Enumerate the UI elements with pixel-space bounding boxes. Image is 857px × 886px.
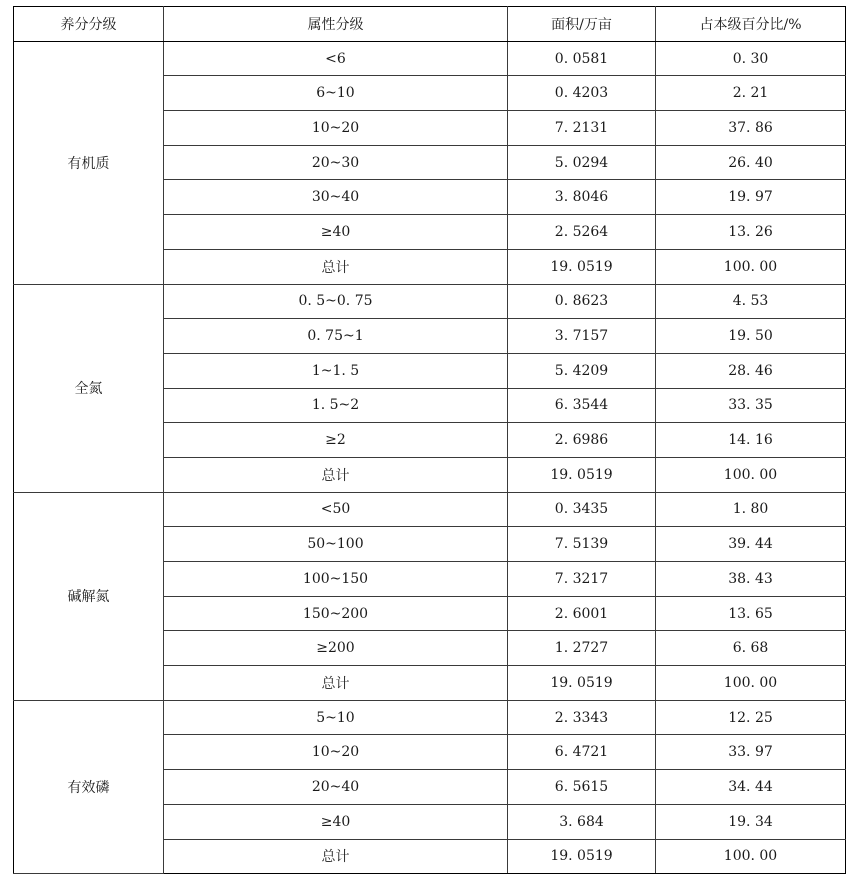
percentage-cell: 100. 00 <box>656 666 846 701</box>
percentage-cell: 14. 16 <box>656 423 846 458</box>
header-area: 面积/万亩 <box>508 7 656 42</box>
percentage-cell: 28. 46 <box>656 353 846 388</box>
attribute-grade-cell: 100~150 <box>164 562 508 597</box>
percentage-cell: 39. 44 <box>656 527 846 562</box>
table-header <box>14 7 846 42</box>
percentage-cell: 19. 50 <box>656 319 846 354</box>
table-row <box>14 700 846 735</box>
attribute-grade-cell: <6 <box>164 41 508 76</box>
table-row <box>14 284 846 319</box>
percentage-cell: 4. 53 <box>656 284 846 319</box>
area-cell: 6. 5615 <box>508 770 656 805</box>
attribute-grade-cell: 1. 5~2 <box>164 388 508 423</box>
area-cell: 7. 5139 <box>508 527 656 562</box>
attribute-grade-cell: 150~200 <box>164 596 508 631</box>
percentage-cell: 19. 97 <box>656 180 846 215</box>
percentage-cell: 33. 97 <box>656 735 846 770</box>
area-cell: 19. 0519 <box>508 249 656 284</box>
attribute-grade-cell: 20~30 <box>164 145 508 180</box>
attribute-grade-cell: 总计 <box>164 839 508 874</box>
percentage-cell: 13. 65 <box>656 596 846 631</box>
percentage-cell: 13. 26 <box>656 215 846 250</box>
area-cell: 3. 8046 <box>508 180 656 215</box>
percentage-cell: 37. 86 <box>656 111 846 146</box>
area-cell: 1. 2727 <box>508 631 656 666</box>
area-cell: 2. 6001 <box>508 596 656 631</box>
area-cell: 3. 7157 <box>508 319 656 354</box>
attribute-grade-cell: 0. 5~0. 75 <box>164 284 508 319</box>
percentage-cell: 19. 34 <box>656 804 846 839</box>
attribute-grade-cell: 50~100 <box>164 527 508 562</box>
percentage-cell: 2. 21 <box>656 76 846 111</box>
attribute-grade-cell: 0. 75~1 <box>164 319 508 354</box>
header-row <box>14 7 846 42</box>
area-cell: 2. 5264 <box>508 215 656 250</box>
area-cell: 2. 3343 <box>508 700 656 735</box>
header-nutrient-grade: 养分分级 <box>14 7 164 42</box>
area-cell: 7. 2131 <box>508 111 656 146</box>
nutrient-group-cell: 有效磷 <box>14 700 164 873</box>
percentage-cell: 34. 44 <box>656 770 846 805</box>
area-cell: 6. 4721 <box>508 735 656 770</box>
attribute-grade-cell: 总计 <box>164 457 508 492</box>
attribute-grade-cell: 20~40 <box>164 770 508 805</box>
nutrient-group-cell: 有机质 <box>14 41 164 284</box>
percentage-cell: 33. 35 <box>656 388 846 423</box>
nutrient-grading-table <box>13 6 846 874</box>
area-cell: 0. 3435 <box>508 492 656 527</box>
percentage-cell: 100. 00 <box>656 457 846 492</box>
area-cell: 5. 4209 <box>508 353 656 388</box>
nutrient-group-cell: 全氮 <box>14 284 164 492</box>
area-cell: 6. 3544 <box>508 388 656 423</box>
percentage-cell: 12. 25 <box>656 700 846 735</box>
attribute-grade-cell: ≥40 <box>164 804 508 839</box>
area-cell: 19. 0519 <box>508 457 656 492</box>
attribute-grade-cell: 10~20 <box>164 111 508 146</box>
attribute-grade-cell: 6~10 <box>164 76 508 111</box>
percentage-cell: 6. 68 <box>656 631 846 666</box>
attribute-grade-cell: 10~20 <box>164 735 508 770</box>
area-cell: 19. 0519 <box>508 666 656 701</box>
percentage-cell: 1. 80 <box>656 492 846 527</box>
percentage-cell: 100. 00 <box>656 839 846 874</box>
header-attribute-grade: 属性分级 <box>164 7 508 42</box>
attribute-grade-cell: 总计 <box>164 249 508 284</box>
area-cell: 19. 0519 <box>508 839 656 874</box>
attribute-grade-cell: <50 <box>164 492 508 527</box>
area-cell: 3. 684 <box>508 804 656 839</box>
area-cell: 0. 0581 <box>508 41 656 76</box>
attribute-grade-cell: 总计 <box>164 666 508 701</box>
area-cell: 5. 0294 <box>508 145 656 180</box>
table-row <box>14 492 846 527</box>
attribute-grade-cell: 1~1. 5 <box>164 353 508 388</box>
attribute-grade-cell: ≥200 <box>164 631 508 666</box>
attribute-grade-cell: ≥40 <box>164 215 508 250</box>
attribute-grade-cell: 5~10 <box>164 700 508 735</box>
percentage-cell: 26. 40 <box>656 145 846 180</box>
percentage-cell: 38. 43 <box>656 562 846 597</box>
table-body <box>14 41 846 874</box>
area-cell: 2. 6986 <box>508 423 656 458</box>
nutrient-group-cell: 碱解氮 <box>14 492 164 700</box>
percentage-cell: 100. 00 <box>656 249 846 284</box>
area-cell: 0. 4203 <box>508 76 656 111</box>
attribute-grade-cell: 30~40 <box>164 180 508 215</box>
percentage-cell: 0. 30 <box>656 41 846 76</box>
area-cell: 7. 3217 <box>508 562 656 597</box>
attribute-grade-cell: ≥2 <box>164 423 508 458</box>
area-cell: 0. 8623 <box>508 284 656 319</box>
table-row <box>14 41 846 76</box>
header-percentage: 占本级百分比/% <box>656 7 846 42</box>
